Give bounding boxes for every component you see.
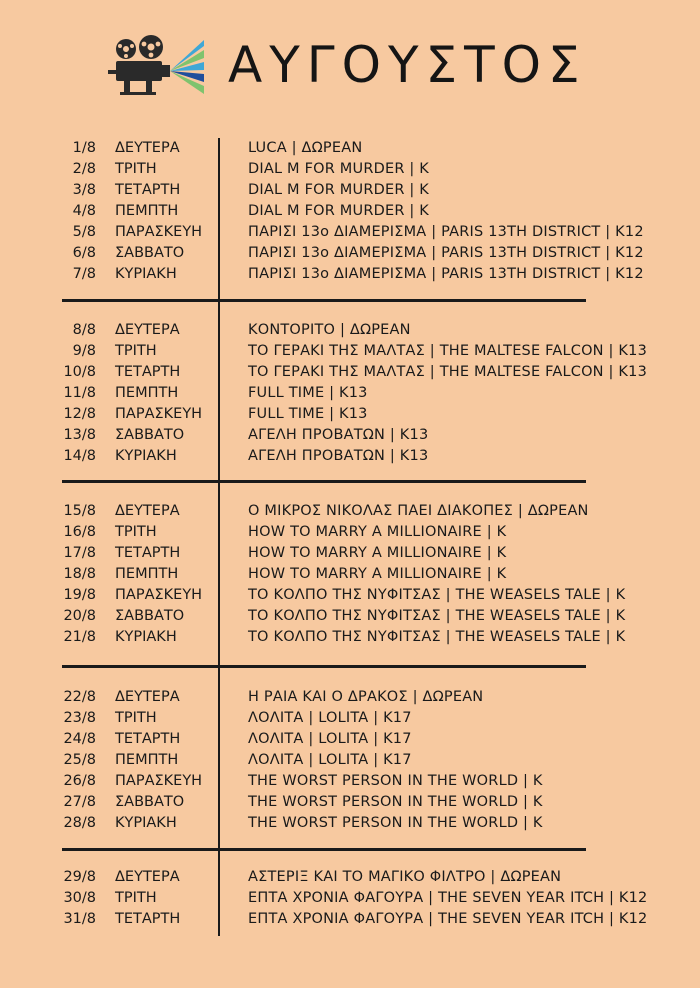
row-day: ΤΡΙΤΗ xyxy=(115,343,157,359)
row-film: ΛΟΛΙΤΑ | LOLITA | K17 xyxy=(248,710,412,726)
row-day: ΤΕΤΑΡΤΗ xyxy=(115,731,181,747)
row-day: ΔΕΥΤΕΡΑ xyxy=(115,869,180,885)
schedule-row xyxy=(0,404,700,425)
row-date: 28/8 xyxy=(63,815,96,831)
row-film: THE WORST PERSON IN THE WORLD | K xyxy=(248,815,543,831)
row-day: ΤΡΙΤΗ xyxy=(115,161,157,177)
row-date: 10/8 xyxy=(63,364,96,380)
week-separator xyxy=(62,480,586,483)
row-date: 21/8 xyxy=(63,629,96,645)
row-film: ΠΑΡΙΣΙ 13ο ΔΙΑΜΕΡΙΣΜΑ | PARIS 13TH DISTRICT | K12 xyxy=(248,266,644,282)
schedule-row xyxy=(0,543,700,564)
row-day: ΚΥΡΙΑΚΗ xyxy=(115,266,177,282)
row-day: ΣΑΒΒΑΤΟ xyxy=(115,794,185,810)
schedule-row xyxy=(0,383,700,404)
row-date: 31/8 xyxy=(63,911,96,927)
schedule-row xyxy=(0,446,700,467)
row-film: ΕΠΤΑ ΧΡΟΝΙΑ ΦΑΓΟΥΡΑ | THE SEVEN YEAR ITCH | K12 xyxy=(248,911,648,927)
row-date: 13/8 xyxy=(63,427,96,443)
schedule-row xyxy=(0,425,700,446)
schedule-row xyxy=(0,201,700,222)
row-day: ΣΑΒΒΑΤΟ xyxy=(115,427,185,443)
row-day: ΠΑΡΑΣΚΕΥΗ xyxy=(115,587,203,603)
row-film: ΑΣΤΕΡΙΞ ΚΑΙ ΤΟ ΜΑΓΙΚΟ ΦΙΛΤΡΟ | ΔΩΡΕΑΝ xyxy=(248,869,562,885)
row-day: ΠΑΡΑΣΚΕΥΗ xyxy=(115,406,203,422)
schedule-row xyxy=(0,627,700,648)
schedule-row xyxy=(0,564,700,585)
row-date: 14/8 xyxy=(63,448,96,464)
row-day: ΔΕΥΤΕΡΑ xyxy=(115,322,180,338)
row-day: ΠΕΜΠΤΗ xyxy=(115,385,179,401)
row-day: ΣΑΒΒΑΤΟ xyxy=(115,608,185,624)
row-film: ΛΟΛΙΤΑ | LOLITA | K17 xyxy=(248,752,412,768)
schedule-row xyxy=(0,243,700,264)
schedule-row xyxy=(0,180,700,201)
row-date: 20/8 xyxy=(63,608,96,624)
schedule-row xyxy=(0,909,700,930)
row-film: HOW TO MARRY A MILLIONAIRE | K xyxy=(248,545,507,561)
row-day: ΠΑΡΑΣΚΕΥΗ xyxy=(115,773,203,789)
row-day: ΤΕΤΑΡΤΗ xyxy=(115,364,181,380)
row-film: ΤΟ ΚΟΛΠΟ ΤΗΣ ΝΥΦΙΤΣΑΣ | THE WEASELS TALE | K xyxy=(248,629,626,645)
row-date: 16/8 xyxy=(63,524,96,540)
schedule-row xyxy=(0,771,700,792)
schedule-row xyxy=(0,320,700,341)
row-date: 12/8 xyxy=(63,406,96,422)
row-film: ΛΟΛΙΤΑ | LOLITA | K17 xyxy=(248,731,412,747)
row-date: 5/8 xyxy=(72,224,96,240)
row-film: THE WORST PERSON IN THE WORLD | K xyxy=(248,773,543,789)
row-date: 6/8 xyxy=(72,245,96,261)
row-day: ΠΑΡΑΣΚΕΥΗ xyxy=(115,224,203,240)
row-film: DIAL M FOR MURDER | K xyxy=(248,161,430,177)
schedule-row xyxy=(0,501,700,522)
row-date: 22/8 xyxy=(63,689,96,705)
row-date: 8/8 xyxy=(72,322,96,338)
row-day: ΠΕΜΠΤΗ xyxy=(115,203,179,219)
row-film: ΠΑΡΙΣΙ 13ο ΔΙΑΜΕΡΙΣΜΑ | PARIS 13TH DISTRICT | K12 xyxy=(248,245,644,261)
schedule-row xyxy=(0,362,700,383)
row-day: ΠΕΜΠΤΗ xyxy=(115,752,179,768)
row-date: 24/8 xyxy=(63,731,96,747)
row-film: ΤΟ ΚΟΛΠΟ ΤΗΣ ΝΥΦΙΤΣΑΣ | THE WEASELS TALE | K xyxy=(248,587,626,603)
row-date: 2/8 xyxy=(72,161,96,177)
row-date: 19/8 xyxy=(63,587,96,603)
schedule-row xyxy=(0,867,700,888)
schedule-row xyxy=(0,222,700,243)
row-date: 1/8 xyxy=(72,140,96,156)
row-film: DIAL M FOR MURDER | K xyxy=(248,182,430,198)
row-date: 30/8 xyxy=(63,890,96,906)
film-projector-icon xyxy=(106,34,206,98)
row-day: ΚΥΡΙΑΚΗ xyxy=(115,629,177,645)
schedule-row xyxy=(0,522,700,543)
row-date: 25/8 xyxy=(63,752,96,768)
schedule-row xyxy=(0,750,700,771)
schedule-row xyxy=(0,159,700,180)
row-date: 18/8 xyxy=(63,566,96,582)
row-date: 29/8 xyxy=(63,869,96,885)
row-film: DIAL M FOR MURDER | K xyxy=(248,203,430,219)
row-film: HOW TO MARRY A MILLIONAIRE | K xyxy=(248,524,507,540)
row-day: ΤΡΙΤΗ xyxy=(115,710,157,726)
row-date: 4/8 xyxy=(72,203,96,219)
schedule-row xyxy=(0,585,700,606)
row-date: 7/8 xyxy=(72,266,96,282)
week-separator xyxy=(62,848,586,851)
week-separator xyxy=(62,299,586,302)
row-day: ΣΑΒΒΑΤΟ xyxy=(115,245,185,261)
month-title: ΑΥΓΟΥΣΤΟΣ xyxy=(228,36,587,94)
row-film: ΤΟ ΚΟΛΠΟ ΤΗΣ ΝΥΦΙΤΣΑΣ | THE WEASELS TALE | K xyxy=(248,608,626,624)
row-day: ΚΥΡΙΑΚΗ xyxy=(115,815,177,831)
schedule-row xyxy=(0,264,700,285)
row-date: 27/8 xyxy=(63,794,96,810)
row-film: ΕΠΤΑ ΧΡΟΝΙΑ ΦΑΓΟΥΡΑ | THE SEVEN YEAR ITCH | K12 xyxy=(248,890,648,906)
row-day: ΔΕΥΤΕΡΑ xyxy=(115,140,180,156)
row-date: 3/8 xyxy=(72,182,96,198)
row-film: Η ΡΑΙΑ ΚΑΙ Ο ΔΡΑΚΟΣ | ΔΩΡΕΑΝ xyxy=(248,689,484,705)
row-film: THE WORST PERSON IN THE WORLD | K xyxy=(248,794,543,810)
schedule-row xyxy=(0,708,700,729)
row-film: HOW TO MARRY A MILLIONAIRE | K xyxy=(248,566,507,582)
row-day: ΤΡΙΤΗ xyxy=(115,890,157,906)
row-date: 17/8 xyxy=(63,545,96,561)
row-film: ΚΟΝΤΟΡΙΤΟ | ΔΩΡΕΑΝ xyxy=(248,322,411,338)
schedule-row xyxy=(0,341,700,362)
row-film: ΑΓΕΛΗ ΠΡΟΒΑΤΩΝ | K13 xyxy=(248,448,429,464)
schedule-row xyxy=(0,813,700,834)
row-date: 15/8 xyxy=(63,503,96,519)
row-film: LUCA | ΔΩΡΕΑΝ xyxy=(248,140,363,156)
row-film: ΤΟ ΓΕΡΑΚΙ ΤΗΣ ΜΑΛΤΑΣ | THE MALTESE FALCON | K13 xyxy=(248,343,647,359)
row-film: FULL TIME | K13 xyxy=(248,385,368,401)
schedule-row xyxy=(0,729,700,750)
row-film: ΑΓΕΛΗ ΠΡΟΒΑΤΩΝ | K13 xyxy=(248,427,429,443)
row-film: FULL TIME | K13 xyxy=(248,406,368,422)
schedule-row xyxy=(0,138,700,159)
row-film: Ο ΜΙΚΡΟΣ ΝΙΚΟΛΑΣ ΠΑΕΙ ΔΙΑΚΟΠΕΣ | ΔΩΡΕΑΝ xyxy=(248,503,589,519)
row-date: 26/8 xyxy=(63,773,96,789)
row-film: ΠΑΡΙΣΙ 13ο ΔΙΑΜΕΡΙΣΜΑ | PARIS 13TH DISTRICT | K12 xyxy=(248,224,644,240)
week-separator xyxy=(62,665,586,668)
row-day: ΤΕΤΑΡΤΗ xyxy=(115,911,181,927)
schedule-row xyxy=(0,606,700,627)
row-day: ΤΕΤΑΡΤΗ xyxy=(115,182,181,198)
row-date: 11/8 xyxy=(63,385,96,401)
row-day: ΔΕΥΤΕΡΑ xyxy=(115,503,180,519)
schedule-row xyxy=(0,792,700,813)
row-day: ΤΡΙΤΗ xyxy=(115,524,157,540)
schedule-row xyxy=(0,687,700,708)
row-day: ΠΕΜΠΤΗ xyxy=(115,566,179,582)
row-day: ΚΥΡΙΑΚΗ xyxy=(115,448,177,464)
schedule-row xyxy=(0,888,700,909)
row-film: ΤΟ ΓΕΡΑΚΙ ΤΗΣ ΜΑΛΤΑΣ | THE MALTESE FALCON | K13 xyxy=(248,364,647,380)
header xyxy=(0,0,700,120)
row-day: ΤΕΤΑΡΤΗ xyxy=(115,545,181,561)
row-date: 9/8 xyxy=(72,343,96,359)
row-date: 23/8 xyxy=(63,710,96,726)
row-day: ΔΕΥΤΕΡΑ xyxy=(115,689,180,705)
